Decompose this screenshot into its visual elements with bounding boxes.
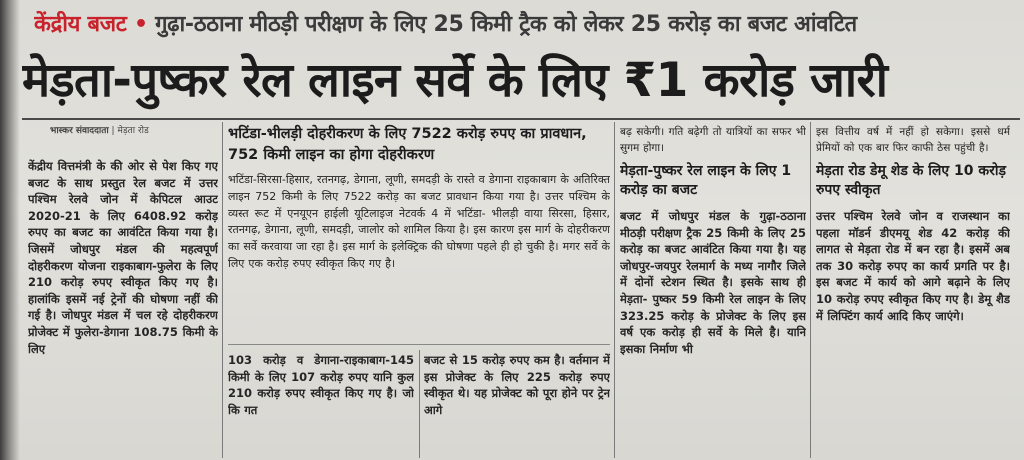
headline-rule (22, 118, 1020, 120)
column-3-bottom (424, 352, 610, 458)
kicker-line (34, 5, 1020, 45)
column-5-heading: मेड़ता रोड डेमू शेड के लिए 10 करोड़ रुपए स्वीकृत (816, 163, 1006, 198)
story-2-heading: भटिंडा-भीलड़ी दोहरीकरण के लिए 7522 करोड़ रुपए का प्रावधान, 752 किमी लाइन का होगा दोहरीकरण (228, 126, 587, 163)
column-1-body: केंद्रीय वित्तमंत्री के की ओर से पेश किए गए बजट के साथ प्रस्तुत रेल बजट में उत्तर पश्चिम रेलवे जोन में केपिटल आउट 2020-21 के लिए 6408.92 करोड़ रुपए का बजट का आवंटित किया गया है। जिसमें जोधपुर मंडल की महत्वपूर्ण दोहरीकरण योजना राइकाबाग-फुलेरा के लिए 210 करोड़ रुपए स्वीकृत किए गए है। हालांकि इसमें नई ट्रेनों की घोषणा नहीं की गई है। जोधपुर मंडल में चल रहे दोहरीकरण प्रोजेक्ट में फुलेरा-डेगाना 108.75 किमी के लिए (28, 159, 218, 356)
column-divider-1 (222, 122, 223, 458)
kicker-label: केंद्रीय बजट (34, 12, 127, 37)
column-divider-3 (614, 122, 615, 458)
column-5-top-body: इस वित्तीय वर्ष में नहीं हो सकेगा। इससे धर्म प्रेमियों को एक बार फिर काफी ठेस पहुंची है। (816, 126, 1010, 154)
main-headline: मेड़ता-पुष्कर रेल लाइन सर्वे के लिए ₹1 करोड़ जारी (22, 53, 888, 108)
story-2-rule (228, 344, 610, 345)
column-5-body: उत्तर पश्चिम रेलवे जोन व राजस्थान का पहला मॉडर्न डीएमयू शेड 42 करोड़ की लागत से मेड़ता रोड में बन रहा है। इसमें अब तक 30 करोड़ रुपए का कार्य प्रगति पर है। इस बजट में कार्य को आगे बढ़ाने के लिए 10 करोड़ रुपए स्वीकृत किए गए है। डेमू शैड में लिफ्टिंग कार्य आदि किए जाएंगे। (816, 209, 1010, 323)
byline-separator: | (111, 126, 115, 136)
byline-place: मेड़ता रोड (117, 126, 149, 136)
page-fold-shadow (0, 0, 20, 460)
column-4-top-body: बढ़ सकेगी। गति बढ़ेगी तो यात्रियों का सफर भी सुगम होगा। (620, 126, 806, 154)
column-2-bottom-body: 103 करोड़ व डेगाना-राइकाबाग-145 किमी के लिए 107 करोड़ रुपए यानि कुल 210 करोड़ रुपए स्वीकृत किए गए है। जो कि गत (228, 353, 414, 417)
column-divider-4 (810, 122, 811, 458)
kicker-bullet: • (133, 12, 148, 37)
column-4 (620, 124, 806, 458)
story-2 (228, 124, 610, 344)
byline (50, 124, 149, 138)
column-5 (816, 124, 1010, 458)
column-4-heading: मेड़ता-पुष्कर रेल लाइन के लिए 1 करोड़ का बजट (620, 163, 792, 198)
column-1 (28, 158, 218, 458)
column-3-bottom-body: बजट से 15 करोड़ रुपए कम है। वर्तमान में इस प्रोजेक्ट के लिए 225 करोड़ रुपए स्वीकृत थे। यह प्रोजेक्ट को पूरा होने पर ट्रेन आगे (424, 353, 610, 417)
column-4-body: बजट में जोधपुर मंडल के गुढ़ा-ठठाना मीठड़ी परीक्षण ट्रैक 25 किमी के लिए 25 करोड़ का बजट आवंटित किया गया है। यह जोधपुर-जयपुर रेलमार्ग के मध्य नागौर जिले में दोनों स्टेशन स्थित है। इसके साथ ही मेड़ता- पुष्कर 59 किमी रेल लाइन के लिए 323.25 करोड़ के प्रोजेक्ट के लिए इस वर्ष एक करोड़ ही सर्वे के मिले है। यानि इसका निर्माण भी (620, 209, 806, 356)
column-2-bottom (228, 352, 414, 458)
byline-source: भास्कर संवाददाता (50, 126, 109, 136)
column-divider-2 (419, 350, 420, 458)
story-2-body: भटिंडा-सिरसा-हिसार, रतनगढ़, डेगाना, लूणी, समदड़ी के रास्ते व डेगाना राइकाबाग के अतिरिक्त लाइन 752 किमी के लिए 7522 करोड़ का बजट प्रावधान किया गया है। उत्तर पश्चिम के व्यस्त रूट में एनयूएन हाईली यूटिलाइज नेटवर्क 4 में भटिंडा- भीलड़ी वाया सिरसा, हिसार, रतनगढ़, डेगाना, लूणी, समदड़ी, जालोर को शामिल किया है। इस कारण इस मार्ग के दोहरीकरण का सर्वे करवाया जा रहा है। इस मार्ग के इलेक्ट्रिक की घोषणा पहले ही हो चुकी है। मगर सर्वे के लिए एक करोड़ रुपए स्वीकृत किए गए है। (228, 173, 610, 270)
kicker-text: गुढ़ा-ठठाना मीठड़ी परीक्षण के लिए 25 किमी ट्रैक को लेकर 25 करोड़ का बजट आंवटित (155, 12, 857, 37)
